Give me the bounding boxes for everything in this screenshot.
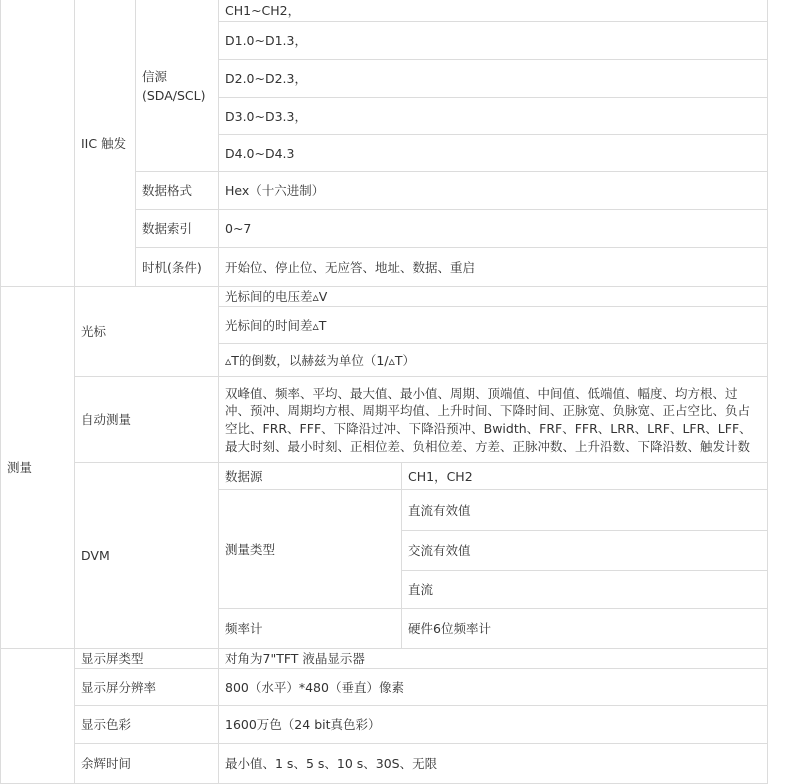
dvm-type-value: 交流有效值	[402, 531, 768, 571]
display-res-value: 800（水平）*480（垂直）像素	[219, 669, 768, 706]
auto-measure-label-cell: 自动测量	[75, 377, 219, 463]
iic-source-value: D2.0~D2.3，	[219, 60, 768, 98]
iic-source-value: D3.0~D3.3，	[219, 98, 768, 135]
iic-timing-label-cell: 时机(条件)	[136, 248, 219, 287]
cursor-label-cell: 光标	[75, 287, 219, 377]
display-color-value: 1600万色（24 bit真色彩）	[219, 706, 768, 744]
measure-group-label: 测量	[7, 460, 33, 475]
iic-timing-value: 开始位、停止位、无应答、地址、数据、重启	[219, 248, 768, 287]
dvm-freq-label-cell: 频率计	[219, 609, 402, 649]
iic-format-value: Hex（十六进制）	[219, 172, 768, 210]
cursor-value: 光标间的电压差▵V	[219, 287, 768, 307]
iic-source-value: CH1~CH2，	[219, 0, 768, 22]
iic-index-value: 0~7	[219, 210, 768, 248]
cursor-value: ▵T的倒数，以赫兹为单位（1/▵T）	[219, 344, 768, 377]
iic-source-value: D4.0~D4.3	[219, 135, 768, 172]
group-cell-measure	[1, 287, 75, 649]
iic-source-value: D1.0~D1.3，	[219, 22, 768, 60]
dvm-source-value: CH1，CH2	[402, 463, 768, 490]
display-color-label-cell: 显示色彩	[75, 706, 219, 744]
dvm-source-label-cell: 数据源	[219, 463, 402, 490]
dvm-type-value: 直流	[402, 571, 768, 609]
display-persist-value: 最小值、1 s、5 s、10 s、30S、无限	[219, 744, 768, 784]
display-persist-label-cell: 余辉时间	[75, 744, 219, 784]
display-type-value: 对角为7"TFT 液晶显示器	[219, 649, 768, 669]
dvm-type-value: 直流有效值	[402, 490, 768, 531]
iic-source-label-cell	[136, 0, 219, 172]
iic-index-label-cell: 数据索引	[136, 210, 219, 248]
cursor-value: 光标间的时间差▵T	[219, 307, 768, 344]
iic-format-label-cell: 数据格式	[136, 172, 219, 210]
auto-measure-value: 双峰值、频率、平均、最大值、最小值、周期、顶端值、中间值、低端值、幅度、均方根、过冲、预冲、周期均方根、周期平均值、上升时间、下降时间、正脉宽、负脉宽、正占空比、负占空比、FRR、FFF、下降沿过冲、下降沿预冲、Bwidth、FRF、FFR、LRR、LRF、LFR、LFF、最大时刻、最小时刻、正相位差、负相位差、方差、正脉冲数、上升沿数、下降沿数、触发计数	[219, 377, 768, 463]
display-res-label-cell: 显示屏分辨率	[75, 669, 219, 706]
group-cell-display	[1, 649, 75, 784]
group-cell-trigger	[1, 0, 75, 287]
dvm-type-label-cell: 测量类型	[219, 490, 402, 609]
dvm-label-cell: DVM	[75, 463, 219, 649]
iic-source-label: 信源 (SDA/SCL)	[142, 68, 206, 103]
dvm-freq-value: 硬件6位频率计	[402, 609, 768, 649]
iic-trigger-label-cell	[75, 0, 136, 287]
display-type-label-cell: 显示屏类型	[75, 649, 219, 669]
iic-trigger-label: IIC 触发	[81, 135, 127, 151]
